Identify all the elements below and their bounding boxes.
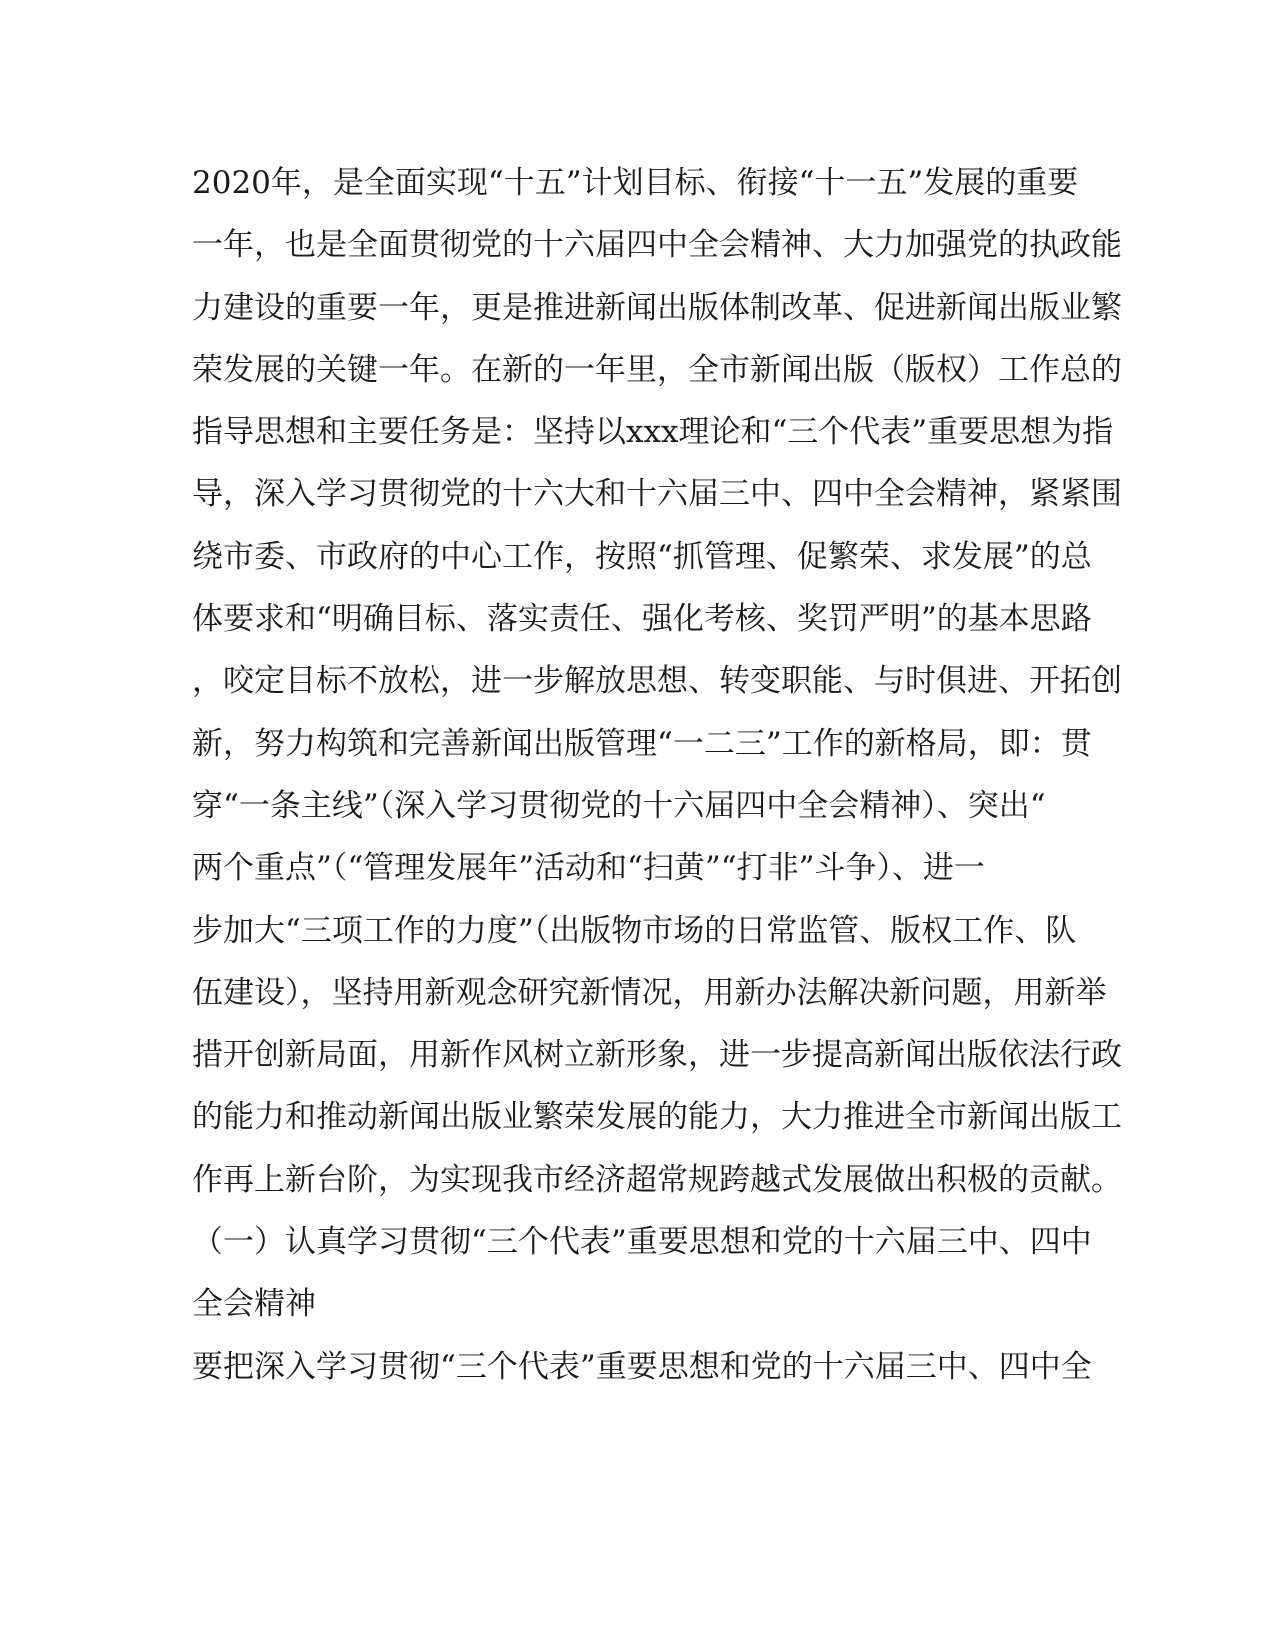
text-line: 指导思想和主要任务是：坚持以xxx理论和“三个代表”重要思想为指 (192, 414, 1114, 451)
text-line: 体要求和“明确目标、落实责任、强化考核、奖罚严明”的基本思路 (192, 601, 1092, 638)
text-line: 新，努力构筑和完善新闻出版管理“一二三”工作的新格局，即：贯 (192, 725, 1092, 762)
text-line: 一年，也是全面贯彻党的十六届四中全会精神、大力加强党的执政能 (192, 227, 1122, 264)
text-line: 作再上新台阶，为实现我市经济超常规跨越式发展做出积极的贡献。 (192, 1161, 1122, 1198)
section-heading-line: 全会精神 (192, 1286, 316, 1323)
text-line: 力建设的重要一年，更是推进新闻出版体制改革、促进新闻出版业繁 (192, 289, 1122, 326)
text-line: 两个重点”（“管理发展年”活动和“扫黄”“打非”斗争）、进一 (192, 850, 985, 887)
text-line: 绕市委、市政府的中心工作，按照“抓管理、促繁荣、求发展”的总 (192, 538, 1092, 575)
text-line: 穿“一条主线”（深入学习贯彻党的十六届四中全会精神）、突出“ (192, 787, 1046, 824)
text-line: 要把深入学习贯彻“三个代表”重要思想和党的十六届三中、四中全 (192, 1348, 1092, 1385)
text-line: 2020年，是全面实现“十五”计划目标、衔接“十一五”发展的重要 (192, 165, 1079, 201)
text-line: 荣发展的关键一年。在新的一年里，全市新闻出版（版权）工作总的 (192, 351, 1122, 388)
text-line: ，咬定目标不放松，进一步解放思想、转变职能、与时俱进、开拓创 (192, 663, 1122, 700)
section-heading-line: （一）认真学习贯彻“三个代表”重要思想和党的十六届三中、四中 (192, 1224, 1092, 1261)
text-line: 步加大“三项工作的力度”（出版物市场的日常监管、版权工作、队 (192, 912, 1077, 949)
body-text (192, 152, 1122, 1398)
text-line: 导，深入学习贯彻党的十六大和十六届三中、四中全会精神，紧紧围 (192, 476, 1122, 513)
text-line: 的能力和推动新闻出版业繁荣发展的能力，大力推进全市新闻出版工 (192, 1099, 1122, 1136)
text-line: 措开创新局面，用新作风树立新形象，进一步提高新闻出版依法行政 (192, 1037, 1122, 1074)
text-line: 伍建设），坚持用新观念研究新情况，用新办法解决新问题，用新举 (192, 974, 1107, 1011)
